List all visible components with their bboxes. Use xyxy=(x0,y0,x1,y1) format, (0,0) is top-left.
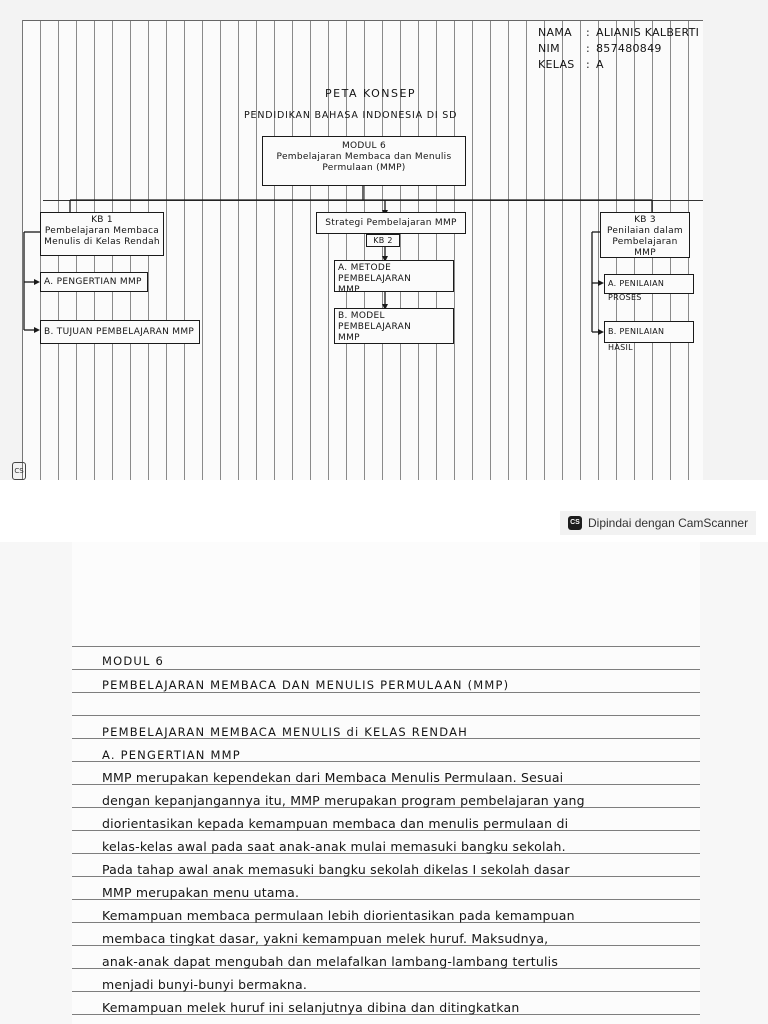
note-line: MODUL 6 xyxy=(102,654,165,668)
lined-notebook-paper xyxy=(72,542,700,1024)
modul-box xyxy=(262,136,466,186)
nama-separator: : xyxy=(586,26,591,39)
modul-box-line: Pembelajaran Membaca dan Menulis xyxy=(276,152,452,162)
note-line: MMP merupakan kependekan dari Membaca Menulis Permulaan. Sesuai xyxy=(102,770,564,785)
note-line: Kemampuan melek huruf ini selanjutnya dibina dan ditingkatkan xyxy=(102,1000,520,1015)
kb3-item-a: A. PENILAIAN PROSES xyxy=(604,274,694,294)
note-line: anak-anak dapat mengubah dan melafalkan lambang-lambang tertulis xyxy=(102,954,559,969)
modul-box-line: MODUL 6 xyxy=(341,141,387,151)
kelas-separator: : xyxy=(586,58,591,71)
note-line: dengan kepanjangannya itu, MMP merupakan program pembelajaran yang xyxy=(102,793,585,808)
concept-map-title: PETA KONSEP xyxy=(325,87,417,100)
kelas-label: KELAS xyxy=(538,58,575,71)
kb2-box: Strategi Pembelajaran MMP xyxy=(316,212,466,234)
kb3-heading: KB 3 xyxy=(634,215,656,225)
kb3-box xyxy=(600,212,690,258)
nim-label: NIM xyxy=(538,42,560,55)
note-line: Pada tahap awal anak memasuki bangku sekolah dikelas I sekolah dasar xyxy=(102,862,570,877)
concept-map-subtitle: PENDIDIKAN BAHASA INDONESIA DI SD xyxy=(244,110,458,121)
kb3-line: Penilaian dalam xyxy=(607,226,683,236)
nim-separator: : xyxy=(586,42,591,55)
camscanner-text: Dipindai dengan CamScanner xyxy=(588,516,749,530)
camscanner-logo-icon: CS xyxy=(568,516,582,530)
note-line: A. PENGERTIAN MMP xyxy=(102,748,241,762)
kb3-line: Pembelajaran MMP xyxy=(612,237,678,258)
nim-value: 857480849 xyxy=(596,42,662,55)
note-line: PEMBELAJARAN MEMBACA DAN MENULIS PERMULAAN (MMP) xyxy=(102,678,510,692)
kb1-box xyxy=(40,212,164,256)
kb1-item-b: B. TUJUAN PEMBELAJARAN MMP xyxy=(40,320,200,344)
note-line: kelas-kelas awal pada saat anak-anak mulai memasuki bangku sekolah. xyxy=(102,839,566,854)
note-line: MMP merupakan menu utama. xyxy=(102,885,300,900)
paper-blank-margin xyxy=(72,542,700,637)
kb1-line: Menulis di Kelas Rendah xyxy=(44,237,160,247)
camscanner-watermark xyxy=(560,511,756,535)
note-line: diorientasikan kepada kemampuan membaca dan menulis permulaan di xyxy=(102,816,569,831)
camscanner-side-icon: CS xyxy=(12,462,26,480)
nama-value: ALIANIS KALBERTI xyxy=(596,26,700,39)
note-line: Kemampuan membaca permulaan lebih diorientasikan pada kemampuan xyxy=(102,908,575,923)
scanned-page-notes xyxy=(0,542,768,1024)
kb2-item-b-line: MMP xyxy=(338,333,360,343)
kelas-value: A xyxy=(596,58,604,71)
kb1-heading: KB 1 xyxy=(91,215,113,225)
note-line: membaca tingkat dasar, yakni kemampuan melek huruf. Maksudnya, xyxy=(102,931,549,946)
kb1-line: Pembelajaran Membaca xyxy=(44,226,160,236)
nama-label: NAMA xyxy=(538,26,572,39)
kb2-item-a-line: A. METODE PEMBELAJARAN xyxy=(338,263,412,284)
kb2-tag: KB 2 xyxy=(366,234,400,247)
modul-box-line: Permulaan (MMP) xyxy=(322,163,406,173)
kb1-item-a: A. PENGERTIAN MMP xyxy=(40,272,148,292)
note-line: PEMBELAJARAN MEMBACA MENULIS di KELAS RENDAH xyxy=(102,725,468,739)
student-identity-block xyxy=(538,25,699,73)
note-line: menjadi bunyi-bunyi bermakna. xyxy=(102,977,308,992)
kb2-item-b-line: B. MODEL PEMBELAJARAN xyxy=(338,311,412,332)
kb2-item-a xyxy=(334,260,454,295)
kb2-item-b xyxy=(334,308,454,344)
kb2-item-a-line: MMP xyxy=(338,285,360,295)
scanned-page-concept-map xyxy=(0,0,768,480)
kb3-item-b: B. PENILAIAN HASIL xyxy=(604,321,694,343)
